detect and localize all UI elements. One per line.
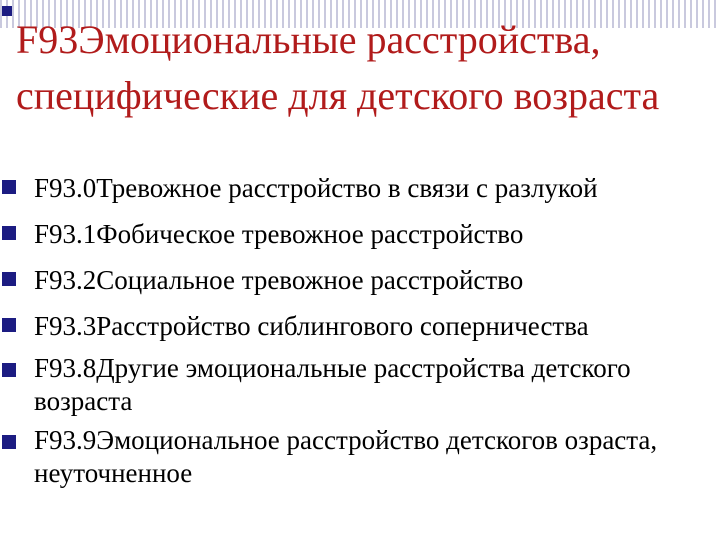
list-item xyxy=(2,424,718,490)
list-item-text: F93.3Расстройство сиблингового соперничества xyxy=(34,311,589,341)
square-bullet-icon xyxy=(2,318,16,332)
list-item-text: F93.9Эмоциональное расстройство детскогов озраста, неуточненное xyxy=(34,425,658,488)
list-item xyxy=(2,260,718,300)
decorative-stripe xyxy=(12,0,14,28)
decorative-stripe xyxy=(714,0,716,28)
list-item xyxy=(2,306,718,346)
list-item xyxy=(2,214,718,254)
square-bullet-icon xyxy=(2,363,16,377)
list-item-text: F93.0Тревожное расстройство в связи с разлукой xyxy=(34,173,598,203)
slide-title: F93Эмоциональные расстройства, специфические для детского возраста xyxy=(16,17,660,118)
bullet-list xyxy=(2,168,718,496)
square-bullet-icon xyxy=(2,226,16,240)
list-item-text: F93.8Другие эмоциональные расстройства детского возраста xyxy=(34,353,631,416)
corner-square-marker xyxy=(2,6,12,16)
list-item xyxy=(2,168,718,208)
list-item-text: F93.2Социальное тревожное расстройство xyxy=(34,265,524,295)
square-bullet-icon xyxy=(2,435,16,449)
list-item-text: F93.1Фобическое тревожное расстройство xyxy=(34,219,524,249)
decorative-stripe xyxy=(708,0,710,28)
list-item xyxy=(2,352,718,418)
square-bullet-icon xyxy=(2,272,16,286)
square-bullet-icon xyxy=(2,180,16,194)
